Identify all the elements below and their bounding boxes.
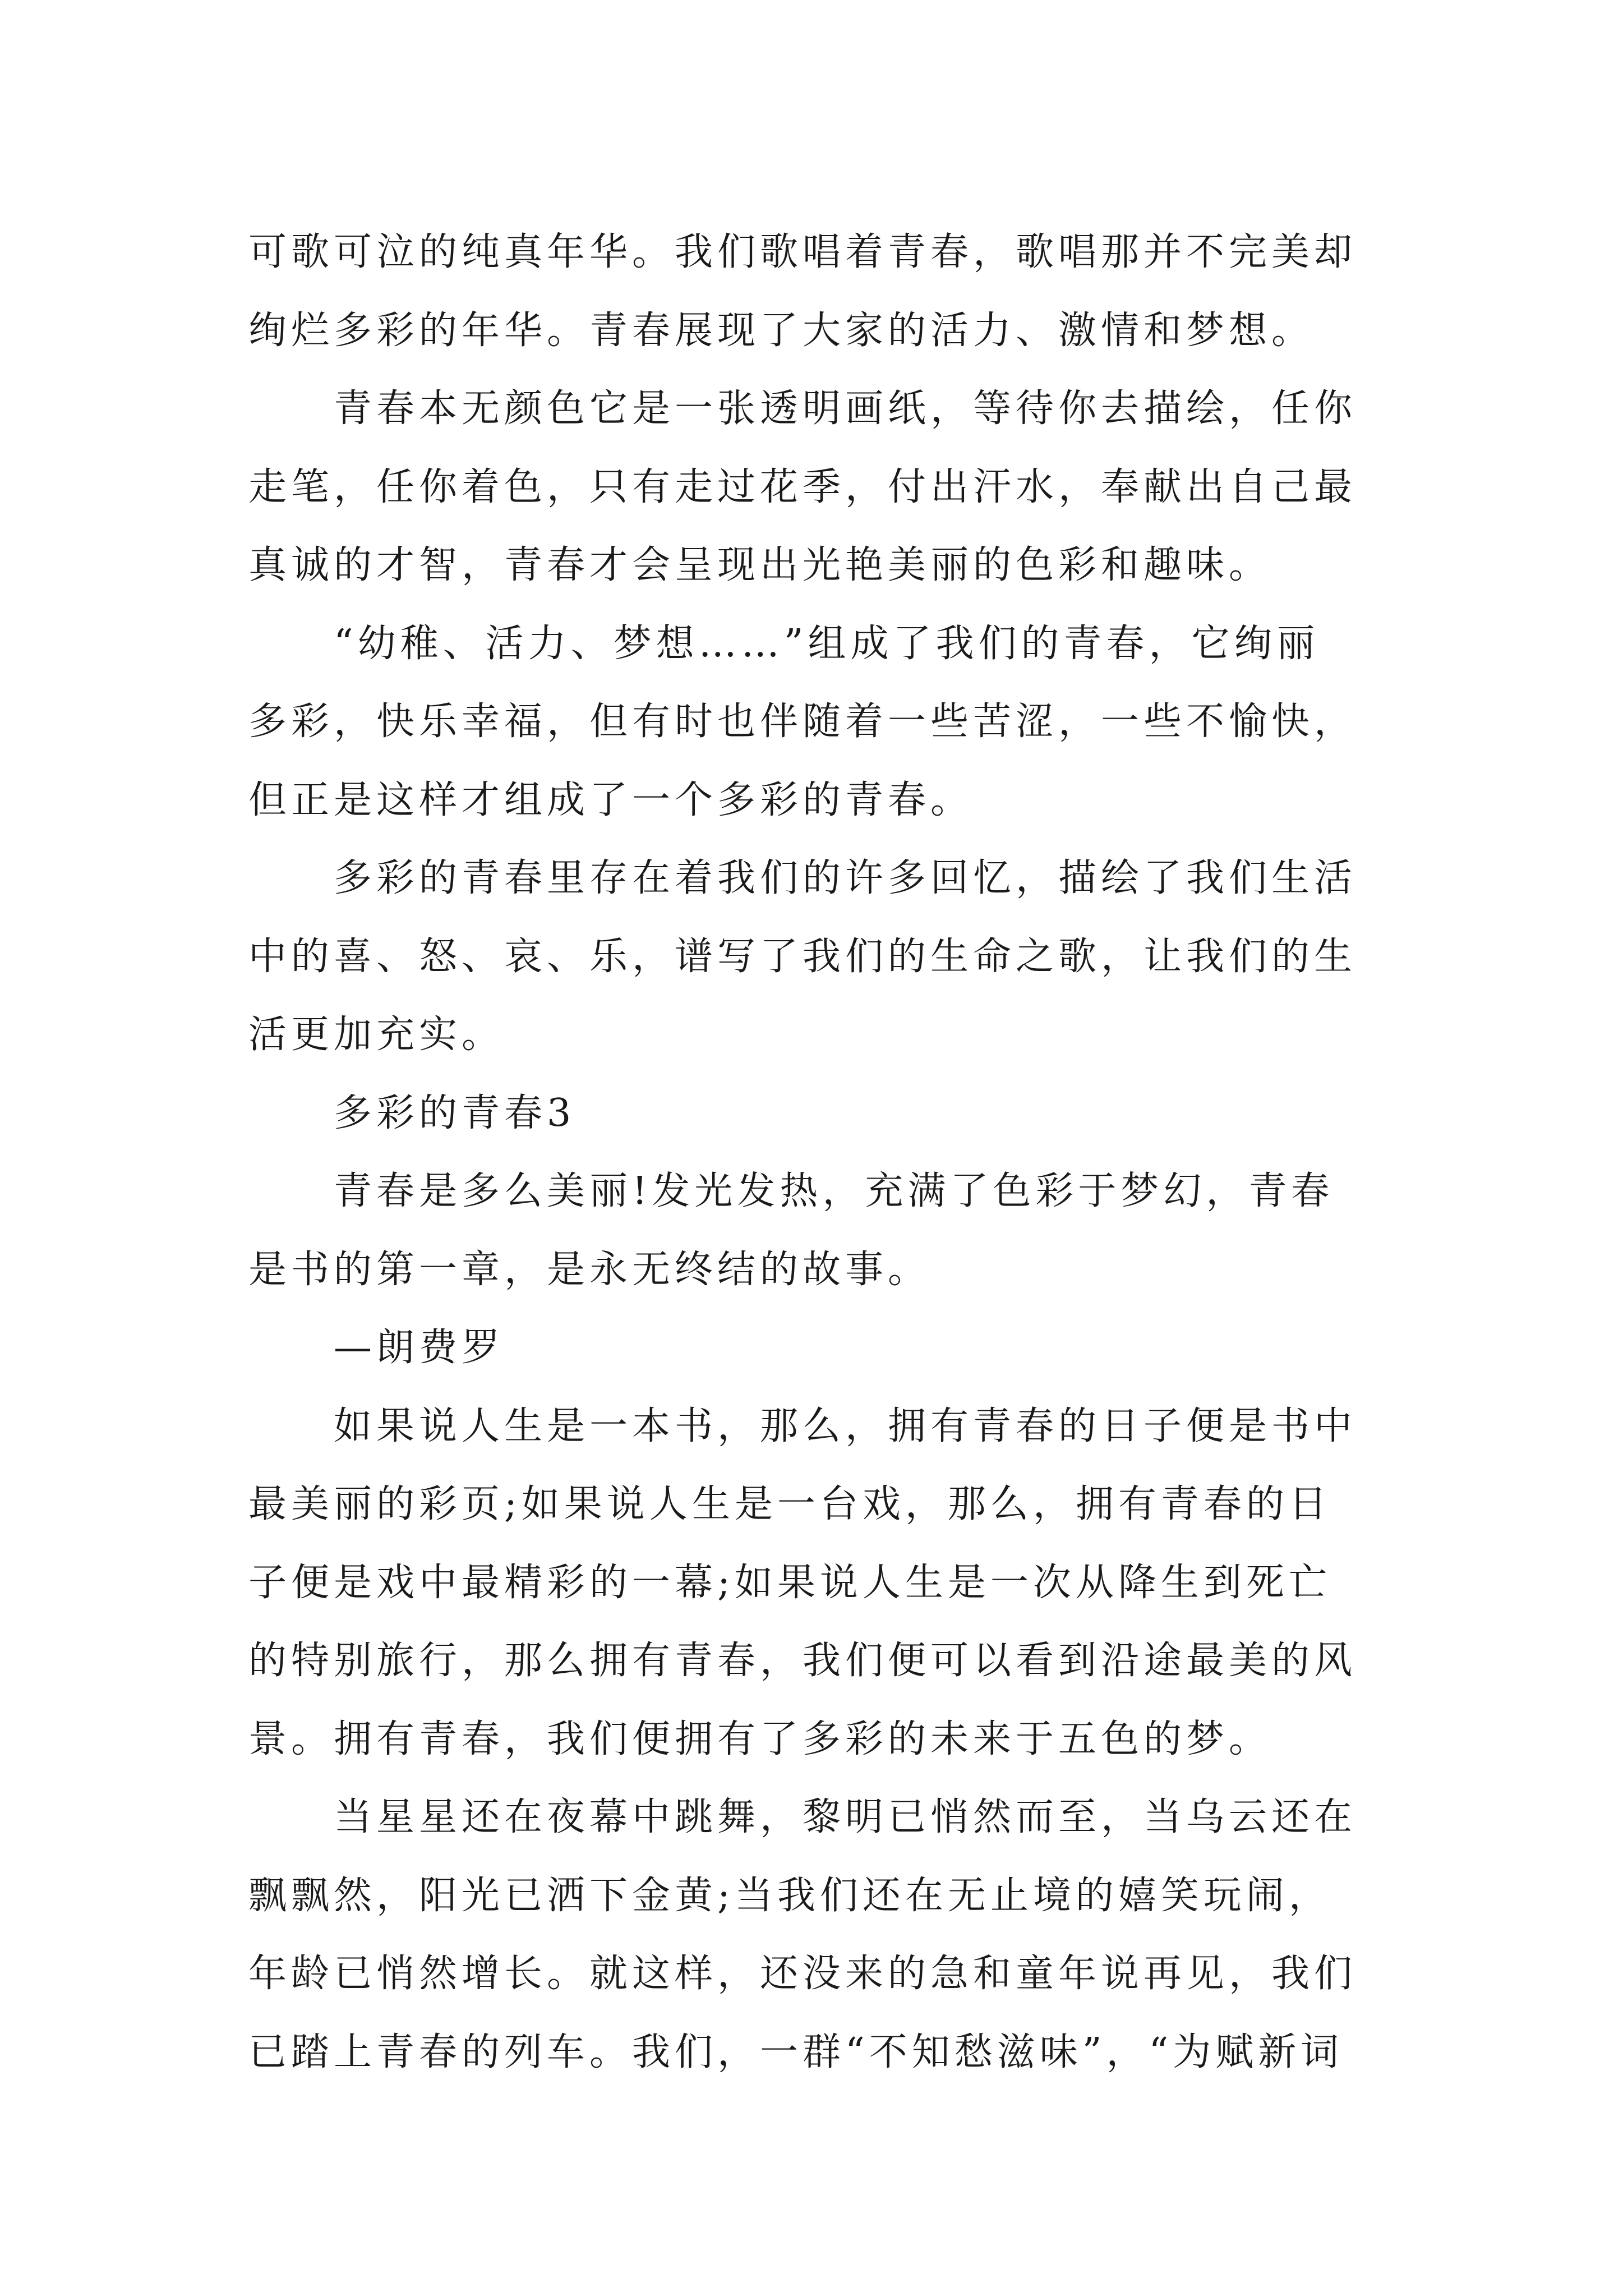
quote-attribution: —朗费罗 xyxy=(334,1326,505,1370)
text-line: 青春是多么美丽!发光发热，充满了色彩于梦幻，青春 xyxy=(334,1169,1334,1213)
text-line: 子便是戏中最精彩的一幕;如果说人生是一次从降生到死亡 xyxy=(248,1560,1331,1605)
text-line: 如果说人生是一本书，那么，拥有青春的日子便是书中 xyxy=(334,1404,1357,1448)
text-line: 已踏上青春的列车。我们，一群“不知愁滋味”，“为赋新词 xyxy=(248,2030,1344,2074)
text-line: 但正是这样才组成了一个多彩的青春。 xyxy=(248,777,974,822)
document-body xyxy=(248,213,1381,2091)
text-line: 年龄已悄然增长。就这样，还没来的急和童年说再见，我们 xyxy=(248,1952,1357,1996)
text-line: 的特别旅行，那么拥有青春，我们便可以看到沿途最美的风 xyxy=(248,1639,1357,1683)
section-heading: 多彩的青春3 xyxy=(334,1091,576,1135)
text-line: 飘飘然，阳光已洒下金黄;当我们还在无止境的嬉笑玩闹， xyxy=(248,1873,1331,1918)
text-line: 青春本无颜色它是一张透明画纸，等待你去描绘，任你 xyxy=(334,386,1357,431)
text-line: 多彩的青春里存在着我们的许多回忆，描绘了我们生活 xyxy=(334,856,1357,900)
text-line: 可歌可泣的纯真年华。我们歌唱着青春，歌唱那并不完美却 xyxy=(248,230,1357,274)
text-line: “幼稚、活力、梦想……”组成了我们的青春，它绚丽 xyxy=(334,621,1320,666)
text-line: 当星星还在夜幕中跳舞，黎明已悄然而至，当乌云还在 xyxy=(334,1795,1357,1839)
text-line: 多彩，快乐幸福，但有时也伴随着一些苦涩，一些不愉快， xyxy=(248,700,1357,744)
text-line: 是书的第一章，是永无终结的故事。 xyxy=(248,1247,931,1292)
text-line: 走笔，任你着色，只有走过花季，付出汗水，奉献出自己最 xyxy=(248,464,1357,509)
text-line: 绚烂多彩的年华。青春展现了大家的活力、激情和梦想。 xyxy=(248,308,1315,353)
text-line: 真诚的才智，青春才会呈现出光艳美丽的色彩和趣味。 xyxy=(248,543,1272,587)
text-line: 中的喜、怒、哀、乐，谱写了我们的生命之歌，让我们的生 xyxy=(248,934,1357,979)
text-line: 活更加充实。 xyxy=(248,1013,505,1057)
text-line: 最美丽的彩页;如果说人生是一台戏，那么，拥有青春的日 xyxy=(248,1482,1331,1526)
text-line: 景。拥有青春，我们便拥有了多彩的未来于五色的梦。 xyxy=(248,1717,1272,1761)
